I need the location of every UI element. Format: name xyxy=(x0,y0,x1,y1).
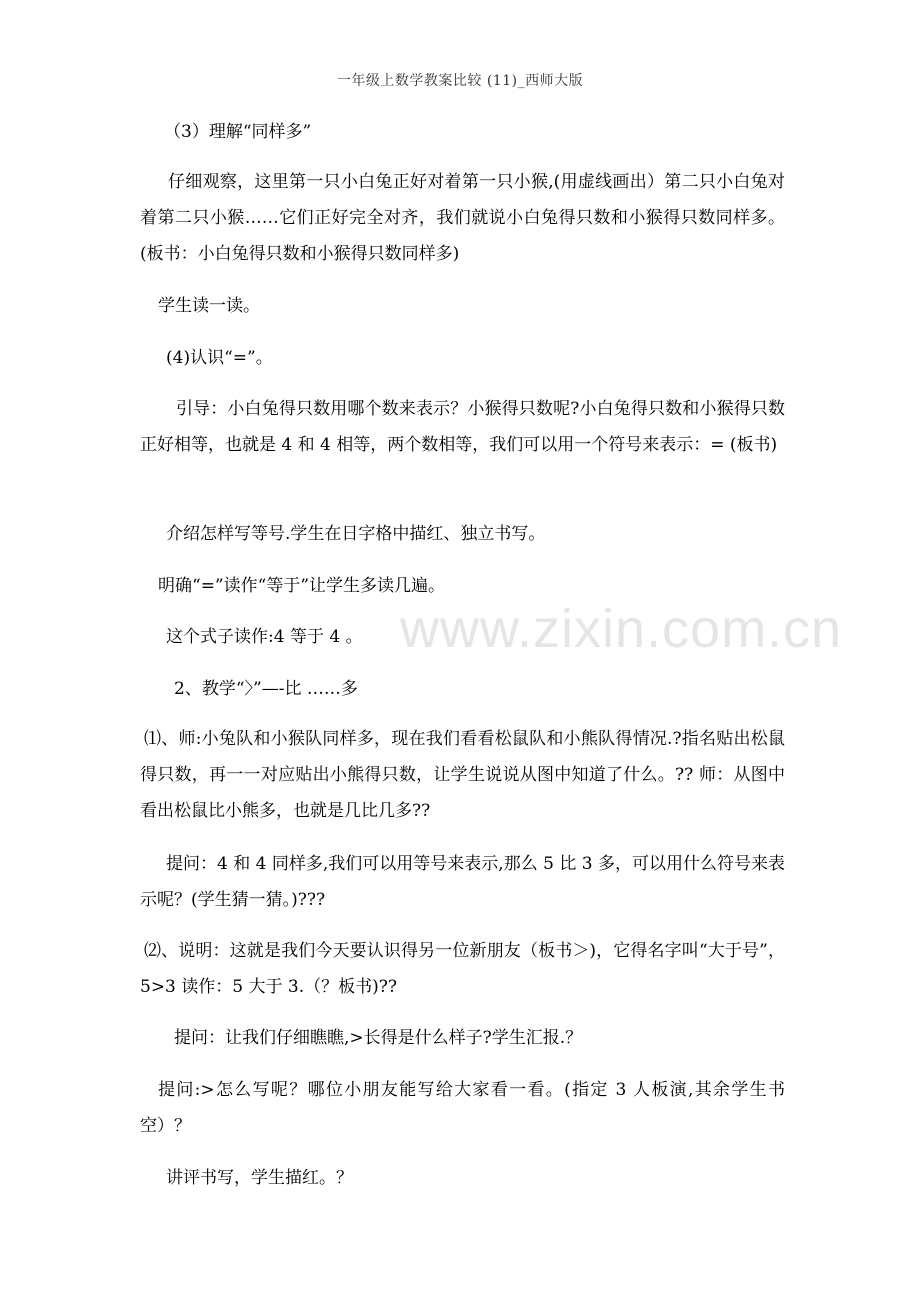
paragraph-2: 仔细观察，这里第一只小白兔正好对着第一只小猴,(用虚线画出）第二只小白兔对着第二只小猴……它们正好完全对齐，我们就说小白兔得只数和小猴得只数同样多。(板书：小白兔得只数和小猴得只数同样多) xyxy=(140,172,785,264)
paragraph-9: 2、教学“〉”—-比 ……多 xyxy=(174,679,358,699)
paragraph-4: (4)认识“=”。 xyxy=(166,348,273,368)
paragraph-1: （3）理解“同样多” xyxy=(164,122,312,142)
paragraph-15: 讲评书写，学生描红。？ xyxy=(166,1168,353,1188)
paragraph-11: 提问：4 和 4 同样多,我们可以用等号来表示,那么 5 比 3 多，可以用什么符号来表示呢？(学生猜一猜。)??? xyxy=(140,854,785,910)
paragraph-3: 学生读一读。 xyxy=(158,296,260,316)
watermark: www.zixin.com.cn xyxy=(400,599,843,659)
paragraph-5: 引导：小白兔得只数用哪个数来表示？小猴得只数呢?小白兔得只数和小猴得只数正好相等，也就是 4 和 4 相等，两个数相等，我们可以用一个符号来表示：= (板书) xyxy=(140,399,785,455)
paragraph-12: ⑵、说明：这就是我们今天要认识得另一位新朋友（板书＞)，它得名字叫“大于号”，5>3 读作：5 大于 3.（？板书)?? xyxy=(140,941,785,997)
paragraph-7: 明确“=”读作“等于”让学生多读几遍。 xyxy=(158,576,446,596)
paragraph-6: 介绍怎样写等号.学生在日字格中描红、独立书写。 xyxy=(166,524,546,544)
paragraph-8: 这个式子读作:4 等于 4 。 xyxy=(166,627,363,647)
paragraph-14: 提问:>怎么写呢？哪位小朋友能写给大家看一看。(指定 3 人板演,其余学生书空）？ xyxy=(140,1080,785,1136)
page-header: 一年级上数学教案比较 (11)_西师大版 xyxy=(336,73,584,89)
paragraph-13: 提问：让我们仔细瞧瞧,>长得是什么样子?学生汇报.？ xyxy=(174,1028,583,1048)
paragraph-10: ⑴、师:小兔队和小猴队同样多，现在我们看看松鼠队和小熊队得情况.?指名贴出松鼠得只数，再一一对应贴出小熊得只数，让学生说说从图中知道了什么。?? 师：从图中看出松鼠比小熊多，也就是几比几多?? xyxy=(140,729,785,821)
